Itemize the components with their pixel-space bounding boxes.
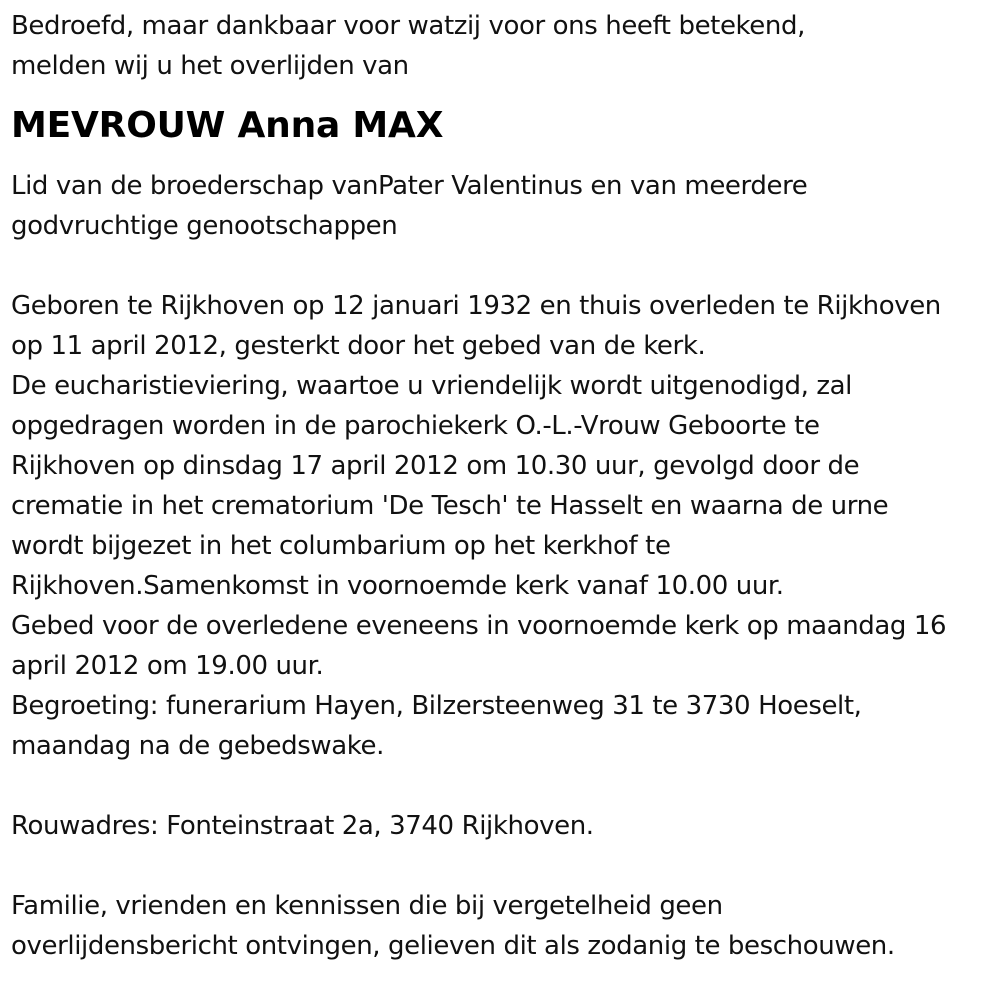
spacer xyxy=(11,246,991,286)
obituary-notice xyxy=(11,6,991,966)
closing-line-1: Familie, vrienden en kennissen die bij vergetelheid geen xyxy=(11,891,723,921)
details-line-1: Geboren te Rijkhoven op 12 januari 1932 en thuis overleden te Rijkhoven xyxy=(11,291,941,321)
membership-line-1: Lid van de broederschap vanPater Valentinus en van meerdere xyxy=(11,171,808,201)
intro-paragraph xyxy=(11,6,991,86)
intro-line-1: Bedroefd, maar dankbaar voor watzij voor ons heeft betekend, xyxy=(11,11,805,41)
mourning-address: Rouwadres: Fonteinstraat 2a, 3740 Rijkhoven. xyxy=(11,811,594,841)
details-paragraph xyxy=(11,286,991,766)
deceased-name: MEVROUW Anna MAX xyxy=(11,105,444,146)
details-line-11: Begroeting: funerarium Hayen, Bilzersteenweg 31 te 3730 Hoeselt, xyxy=(11,691,862,721)
closing-line-2: overlijdensbericht ontvingen, gelieven dit als zodanig te beschouwen. xyxy=(11,931,895,961)
details-line-6: crematie in het crematorium 'De Tesch' te Hasselt en waarna de urne xyxy=(11,491,889,521)
details-line-5: Rijkhoven op dinsdag 17 april 2012 om 10.30 uur, gevolgd door de xyxy=(11,451,860,481)
membership-line-2: godvruchtige genootschappen xyxy=(11,211,398,241)
details-line-7: wordt bijgezet in het columbarium op het kerkhof te xyxy=(11,531,671,561)
details-line-10: april 2012 om 19.00 uur. xyxy=(11,651,324,681)
details-line-8: Rijkhoven.Samenkomst in voornoemde kerk vanaf 10.00 uur. xyxy=(11,571,784,601)
spacer xyxy=(11,846,991,886)
details-line-12: maandag na de gebedswake. xyxy=(11,731,384,761)
details-line-9: Gebed voor de overledene eveneens in voornoemde kerk op maandag 16 xyxy=(11,611,947,641)
details-line-2: op 11 april 2012, gesterkt door het gebed van de kerk. xyxy=(11,331,706,361)
closing-paragraph xyxy=(11,886,991,966)
membership-paragraph xyxy=(11,166,991,246)
details-line-3: De eucharistieviering, waartoe u vriendelijk wordt uitgenodigd, zal xyxy=(11,371,852,401)
spacer xyxy=(11,766,991,806)
intro-line-2: melden wij u het overlijden van xyxy=(11,51,409,81)
details-line-4: opgedragen worden in de parochiekerk O.-L.-Vrouw Geboorte te xyxy=(11,411,820,441)
